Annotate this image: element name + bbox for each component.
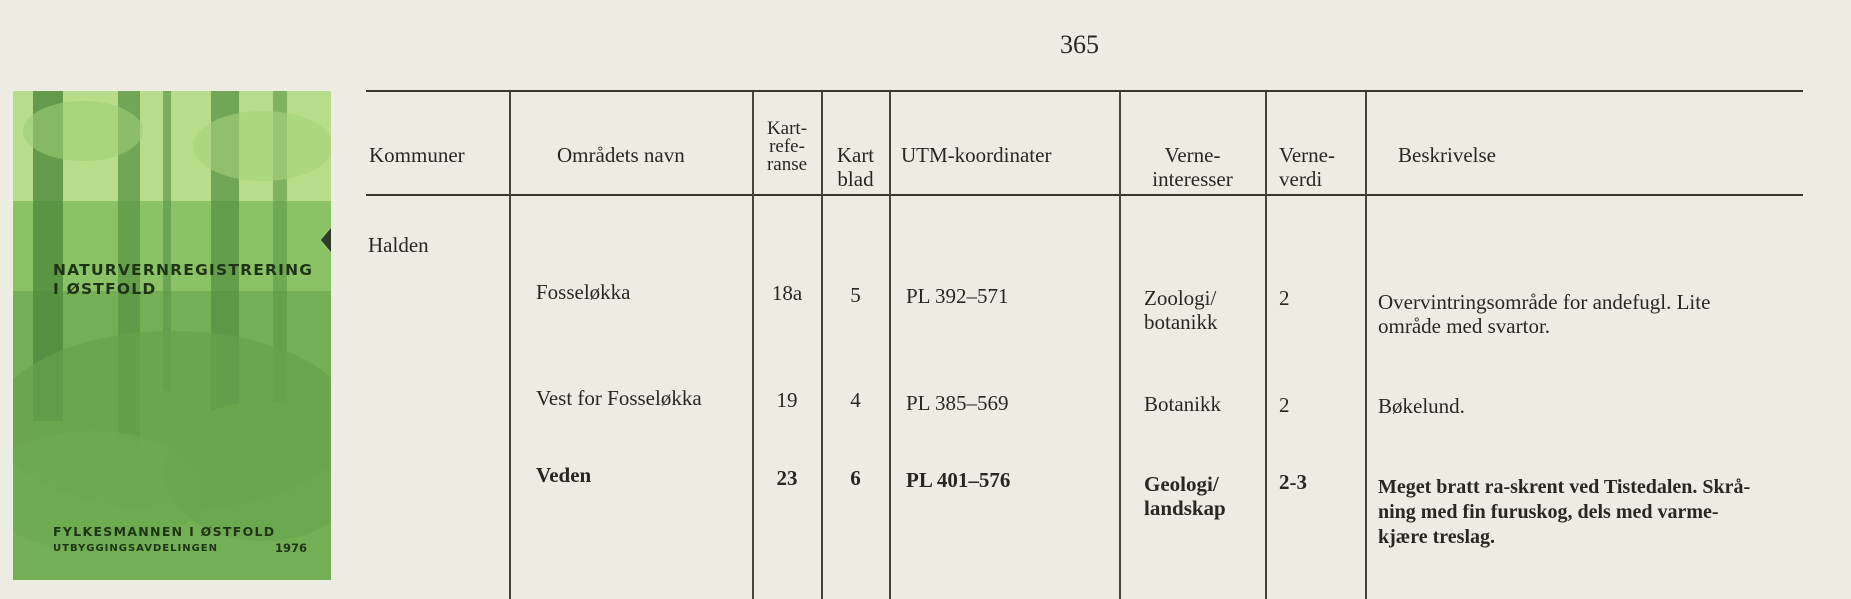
header-line: ranse [766,154,808,175]
cover-title-line: I ØSTFOLD [53,280,157,298]
kommune-name: Halden [368,233,429,257]
row-verneverdi: 2-3 [1279,470,1307,494]
cover-title [53,261,313,299]
header-omradets-navn: Områdets navn [557,143,685,167]
cover-title-line: NATURVERNREGISTRERING [53,261,314,279]
row-beskrivelse [1378,394,1465,418]
cell-line: Meget bratt ra-skrent ved Tistedalen. Skrå- [1378,476,1751,498]
cell-line: ning med fin furuskog, dels med varme- [1378,501,1719,523]
header-beskrivelse: Beskrivelse [1398,143,1496,167]
row-kartblad: 5 [850,283,861,307]
row-verneinteresser [1144,472,1226,520]
row-beskrivelse [1378,475,1750,550]
row-verneinteresser [1144,286,1218,334]
cell-line: Zoologi/ [1144,286,1217,310]
row-utm: PL 401–576 [906,468,1011,492]
header-verneinteresser [1120,143,1265,191]
cover-publisher: FYLKESMANNEN I ØSTFOLD [53,524,276,539]
row-navn: Fosseløkka [536,280,631,304]
header-line: Verne- [1279,143,1335,167]
row-utm: PL 392–571 [906,284,1009,308]
cover-year: 1976 [275,541,308,555]
column-divider [509,92,511,599]
row-kartref: 18a [771,281,803,305]
column-divider [1265,92,1267,599]
header-line: blad [837,167,874,191]
header-line: Kart- [766,118,808,139]
row-kartref: 19 [776,388,798,412]
cell-line: landskap [1144,496,1226,520]
header-utm: UTM-koordinater [901,143,1052,167]
page-number: 365 [1060,30,1099,59]
table-header-rule [366,194,1803,196]
row-utm: PL 385–569 [906,391,1009,415]
header-line: Verne- [1164,143,1221,167]
cover-department: UTBYGGINGSAVDELINGEN [53,543,218,554]
page-edge-marker [321,228,331,252]
column-divider [1365,92,1367,599]
row-navn: Vest for Fosseløkka [536,386,702,410]
row-verneverdi: 2 [1279,286,1290,310]
header-line: interesser [1152,167,1233,191]
cell-line: kjære treslag. [1378,526,1496,548]
table-top-rule [366,90,1803,92]
cell-line: botanikk [1144,310,1218,334]
row-kartblad: 6 [850,466,861,490]
row-verneinteresser [1144,392,1221,416]
row-kartref: 23 [776,466,798,490]
cell-line: Bøkelund. [1378,394,1465,418]
header-line: refe- [769,136,805,157]
header-kartblad [822,143,889,191]
header-line: Kart [836,143,875,167]
cover-forest-photo [13,91,331,580]
header-line: verdi [1279,167,1323,191]
header-kartreferanse [753,120,821,174]
cell-line: Botanikk [1144,392,1221,416]
book-cover [13,91,331,580]
row-navn: Veden [536,463,592,487]
row-verneverdi: 2 [1279,393,1290,417]
header-kommuner: Kommuner [369,143,465,167]
header-verneverdi [1279,143,1335,191]
column-divider [889,92,891,599]
row-beskrivelse [1378,290,1710,338]
cell-line: Overvintringsområde for andefugl. Lite [1378,290,1711,314]
cell-line: område med svartor. [1378,314,1551,338]
row-kartblad: 4 [850,388,861,412]
cell-line: Geologi/ [1144,472,1219,496]
